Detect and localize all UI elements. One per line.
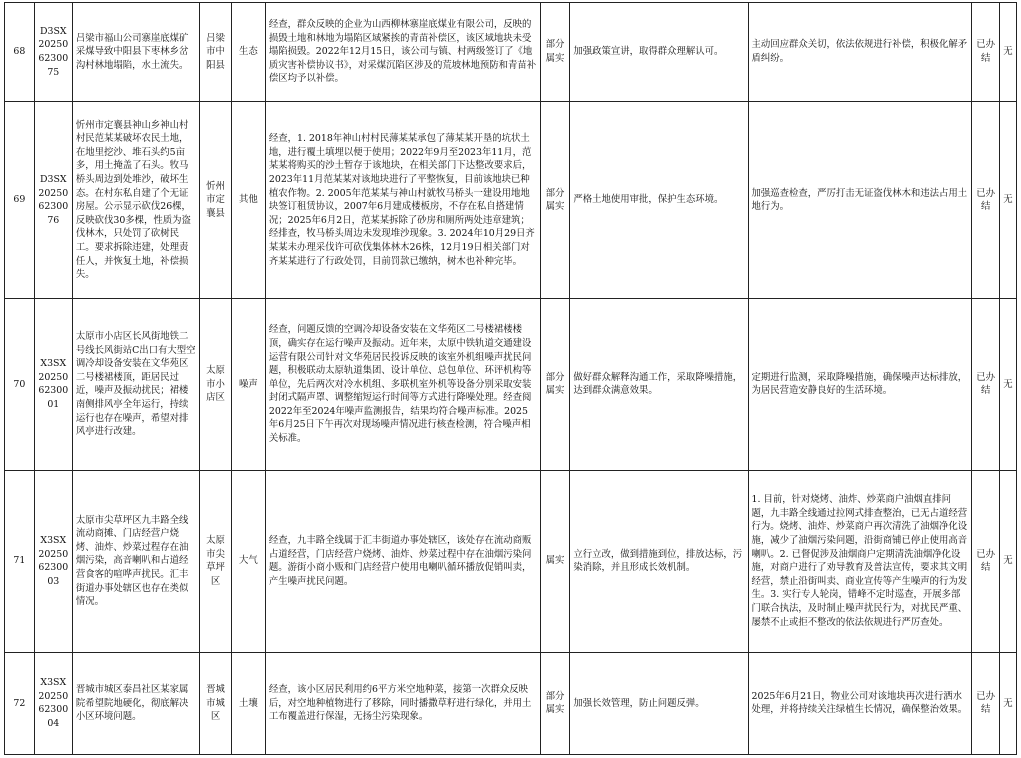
accountability: 无 <box>999 102 1016 299</box>
case-code: X3SX2025062300 03 <box>34 470 72 652</box>
handling-measure: 严格土地使用审批，保护生态环境。 <box>570 102 748 299</box>
verdict: 部分属实 <box>540 299 570 470</box>
region: 晋城市城区 <box>200 652 232 754</box>
handling-result: 定期进行监测，采取降噪措施，确保噪声达标排放，为居民营造安静良好的生活环境。 <box>748 299 972 470</box>
accountability: 无 <box>999 652 1016 754</box>
table-row <box>5 652 1017 754</box>
investigation-finding: 经查，群众反映的企业为山西柳林寨崖底煤业有限公司，反映的损毁土地和林地为塌陷区域紧挨的青苗补偿区，该区域地块未受塌陷损毁。2022年12月15日，该公司与镇、村两级签订了《地质灾害补偿协议书》，对采煤沉陷区涉及的荒坡林地预防和青苗补偿区均予以补偿。 <box>265 3 540 102</box>
status: 已办结 <box>972 470 1000 652</box>
verdict: 部分属实 <box>540 102 570 299</box>
case-code: X3SX2025062300 04 <box>34 652 72 754</box>
table-row <box>5 299 1017 470</box>
handling-measure: 加强政策宣讲，取得群众理解认可。 <box>570 3 748 102</box>
verdict: 部分属实 <box>540 652 570 754</box>
pollution-type: 大气 <box>231 470 265 652</box>
complaint-content: 太原市尖草坪区九丰路全线流动商摊、门店经营户烧烤、油炸、炒菜过程存在油烟污染，高音喇叭和占道经营食客的喧哗声扰民。汇丰街道办事处辖区也存在类似情况。 <box>72 470 199 652</box>
row-number: 69 <box>5 102 35 299</box>
row-number: 71 <box>5 470 35 652</box>
table-row <box>5 3 1017 102</box>
case-code: D3SX2025062300 76 <box>34 102 72 299</box>
case-code: X3SX2025062300 01 <box>34 299 72 470</box>
investigation-finding: 经查，问题反馈的空调冷却设备安装在文华苑区二号楼裙楼楼顶，确实存在运行噪声及振动。近年来，太原中铁轨道交通建设运营有限公司针对文华苑居民投诉反映的该室外机组噪声扰民问题，积极联动太原轨道集团、设计单位、总包单位、环评机构等单位，先后两次对冷水机组、多联机室外机等设备分别采取安装封闭式隔声罩、调整缩短运行时间等方式进行降噪处理。经查阅2022年至2024年噪声监测报告，结果均符合噪声标准。2025年6月25日下午再次对现场噪声情况进行核查检测，符合噪声相关标准。 <box>265 299 540 470</box>
handling-measure: 立行立改，做到措施到位，排放达标，污染消除，并且形成长效机制。 <box>570 470 748 652</box>
status: 已办结 <box>972 102 1000 299</box>
handling-result: 2025年6月21日，物业公司对该地块再次进行洒水处理，并将持续关注绿植生长情况，确保整治效果。 <box>748 652 972 754</box>
case-code: D3SX2025062300 75 <box>34 3 72 102</box>
table-row <box>5 470 1017 652</box>
investigation-finding: 经查，1. 2018年神山村村民薄某某承包了薄某某开垦的坑状土地，进行覆土填埋以便于使用；2022年9月至2023年11月，范某某将购买的沙土暂存于该地块，在相关部门下达整改要求后，2023年11月范某某对该地块进行了平整恢复，目前该地块已种植农作物。2. 2005年范某某与神山村就牧马桥头一建设用地地块签订租赁协议，2007年6月建成楼板房，不存在私自搭建情况；2025年6月2日，范某某拆除了砂房和厕所两处违章建筑；经排查，牧马桥头周边未发现堆沙现象。3. 2024年10月29日齐某某未办理采伐许可砍伐集体林木26株，12月19日相关部门对齐某某进行了行政处罚，目前罚款已缴纳，树木也补种完毕。 <box>265 102 540 299</box>
status: 已办结 <box>972 652 1000 754</box>
complaint-content: 忻州市定襄县神山乡神山村村民范某某破坏农民土地，在地里挖沙、堆石头约5亩多，用土掩盖了石头。牧马桥头周边到处堆沙，破坏生态。在村东私自建了个无证房屋。公示显示砍伐26棵，反映砍伐30多棵，性质为盗伐林木，只处罚了砍树民工。要求拆除违建，处理责任人，并恢复土地，补偿损失。 <box>72 102 199 299</box>
handling-result: 1. 目前，针对烧烤、油炸、炒菜商户油烟直排问题，九丰路全线通过拉网式排查整治，已无占道经营行为。烧烤、油炸、炒菜商户再次清洗了油烟净化设施，减少了油烟污染问题，沿街商铺已停止使用高音喇叭。2. 已督促涉及油烟商户定期清洗油烟净化设施，对商户进行了劝导教育及普法宣传，要求其文明经营，禁止沿街叫卖、商业宣传等产生噪声的行为发生。3. 实行专人轮岗，错峰不定时巡查，开展多部门联合执法，及时制止噪声扰民行为，对扰民严重、屡禁不止或拒不整改的依法依规进行严厉查处。 <box>748 470 972 652</box>
row-number: 72 <box>5 652 35 754</box>
status: 已办结 <box>972 299 1000 470</box>
region: 太原市尖草坪区 <box>200 470 232 652</box>
pollution-type: 其他 <box>231 102 265 299</box>
row-number: 70 <box>5 299 35 470</box>
row-number: 68 <box>5 3 35 102</box>
accountability: 无 <box>999 3 1016 102</box>
verdict: 部分属实 <box>540 3 570 102</box>
region: 忻州市定襄县 <box>200 102 232 299</box>
accountability: 无 <box>999 470 1016 652</box>
handling-measure: 做好群众解释沟通工作，采取降噪措施，达到群众满意效果。 <box>570 299 748 470</box>
region: 太原市小店区 <box>200 299 232 470</box>
region: 吕梁市中阳县 <box>200 3 232 102</box>
case-table <box>4 2 1017 755</box>
handling-result: 加强巡查检查，严厉打击无证盗伐林木和违法占用土地行为。 <box>748 102 972 299</box>
complaint-content: 晋城市城区泰昌社区某家属院希望院地硬化，彻底解决小区环境问题。 <box>72 652 199 754</box>
status: 已办结 <box>972 3 1000 102</box>
investigation-finding: 经查，九丰路全线属于汇丰街道办事处辖区，该处存在流动商贩占道经营，门店经营户烧烤、油炸、炒菜过程中存在油烟污染问题。游街小商小贩和门店经营户使用电喇叭循环播放促销叫卖，产生噪声扰民问题。 <box>265 470 540 652</box>
verdict: 属实 <box>540 470 570 652</box>
pollution-type: 土壤 <box>231 652 265 754</box>
complaint-content: 太原市小店区长风街地铁二号线长风街站C出口有大型空调冷却设备安装在文华苑区二号楼裙楼顶，距居民过近，噪声及振动扰民；裙楼南侧排风亭全年运行，持续运行也存在噪声，希望对排风亭进行改建。 <box>72 299 199 470</box>
handling-result: 主动回应群众关切，依法依规进行补偿，积极化解矛盾纠纷。 <box>748 3 972 102</box>
table-row <box>5 102 1017 299</box>
complaint-content: 吕梁市福山公司寨崖底煤矿采煤导致中阳县下枣林乡岔沟村林地塌陷，水土流失。 <box>72 3 199 102</box>
pollution-type: 噪声 <box>231 299 265 470</box>
investigation-finding: 经查，该小区居民利用约6平方米空地种菜，接第一次群众反映后，对空地种植物进行了移除，同时播撒草籽进行绿化，并用土工布覆盖进行保湿，无扬尘污染现象。 <box>265 652 540 754</box>
pollution-type: 生态 <box>231 3 265 102</box>
handling-measure: 加强长效管理，防止问题反弹。 <box>570 652 748 754</box>
accountability: 无 <box>999 299 1016 470</box>
